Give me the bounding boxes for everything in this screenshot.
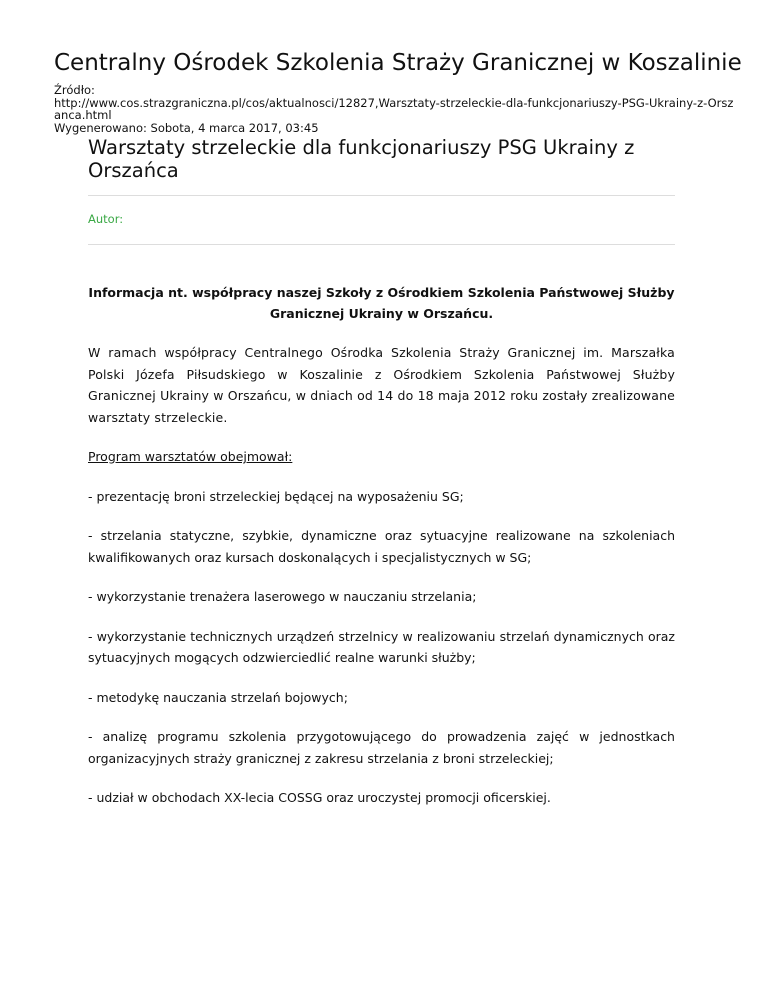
site-title: Centralny Ośrodek Szkolenia Straży Granicznej w Koszalinie: [54, 50, 742, 76]
program-item: - prezentację broni strzeleckiej będącej na wyposażeniu SG;: [88, 488, 464, 504]
program-item: - analizę programu szkolenia przygotowującego do prowadzenia zajęć w jednostkach organizacyjnych straży granicznej z zakresu strzelania z broni strzeleckiej;: [88, 729, 675, 766]
source-url[interactable]: http://www.cos.strazgraniczna.pl/cos/aktualnosci/12827,Warsztaty-strzeleckie-dla-funkcjonariuszy-PSG-Ukrainy-z-Orszanca.html: [54, 95, 734, 122]
article-title: Warsztaty strzeleckie dla funkcjonariuszy PSG Ukrainy z Orszańca: [88, 136, 635, 182]
source-label: Źródło:: [54, 83, 95, 97]
author-label: Autor:: [88, 212, 124, 226]
program-item: - udział w obchodach XX-lecia COSSG oraz uroczystej promocji oficerskiej.: [88, 790, 551, 805]
source-meta: [54, 84, 734, 134]
divider-top: [88, 195, 675, 196]
program-item: - wykorzystanie trenażera laserowego w nauczaniu strzelania;: [88, 589, 477, 604]
intro-paragraph: W ramach współpracy Centralnego Ośrodka Szkolenia Straży Granicznej im. Marszałka Polski Józefa Piłsudskiego w Koszalinie z Ośrodkiem Szkolenia Państwowej Służby Granicznej Ukrainy w Orszańcu, w dniach od 14 do 18 maja 2012 roku zostały zrealizowane warsztaty strzeleckie.: [88, 345, 675, 425]
generated-timestamp: Wygenerowano: Sobota, 4 marca 2017, 03:45: [54, 120, 319, 135]
program-heading: [88, 446, 675, 468]
divider-bottom: [88, 244, 675, 245]
program-heading-text: Program warsztatów obejmował:: [88, 449, 293, 464]
program-item: - metodykę nauczania strzelań bojowych;: [88, 689, 348, 705]
article-lead: Informacja nt. współpracy naszej Szkoły z Ośrodkiem Szkolenia Państwowej Służby Granicznej Ukrainy w Orszańcu.: [88, 285, 675, 321]
program-item: - strzelania statyczne, szybkie, dynamiczne oraz sytuacyjne realizowane na szkoleniach kwalifikowanych oraz kursach doskonalących i specjalistycznych w SG;: [88, 528, 675, 565]
article: [88, 136, 675, 821]
program-item: - wykorzystanie technicznych urządzeń strzelnicy w realizowaniu strzelań dynamicznych oraz sytuacyjnych mogących odzwierciedlić realne warunki służby;: [88, 628, 675, 665]
